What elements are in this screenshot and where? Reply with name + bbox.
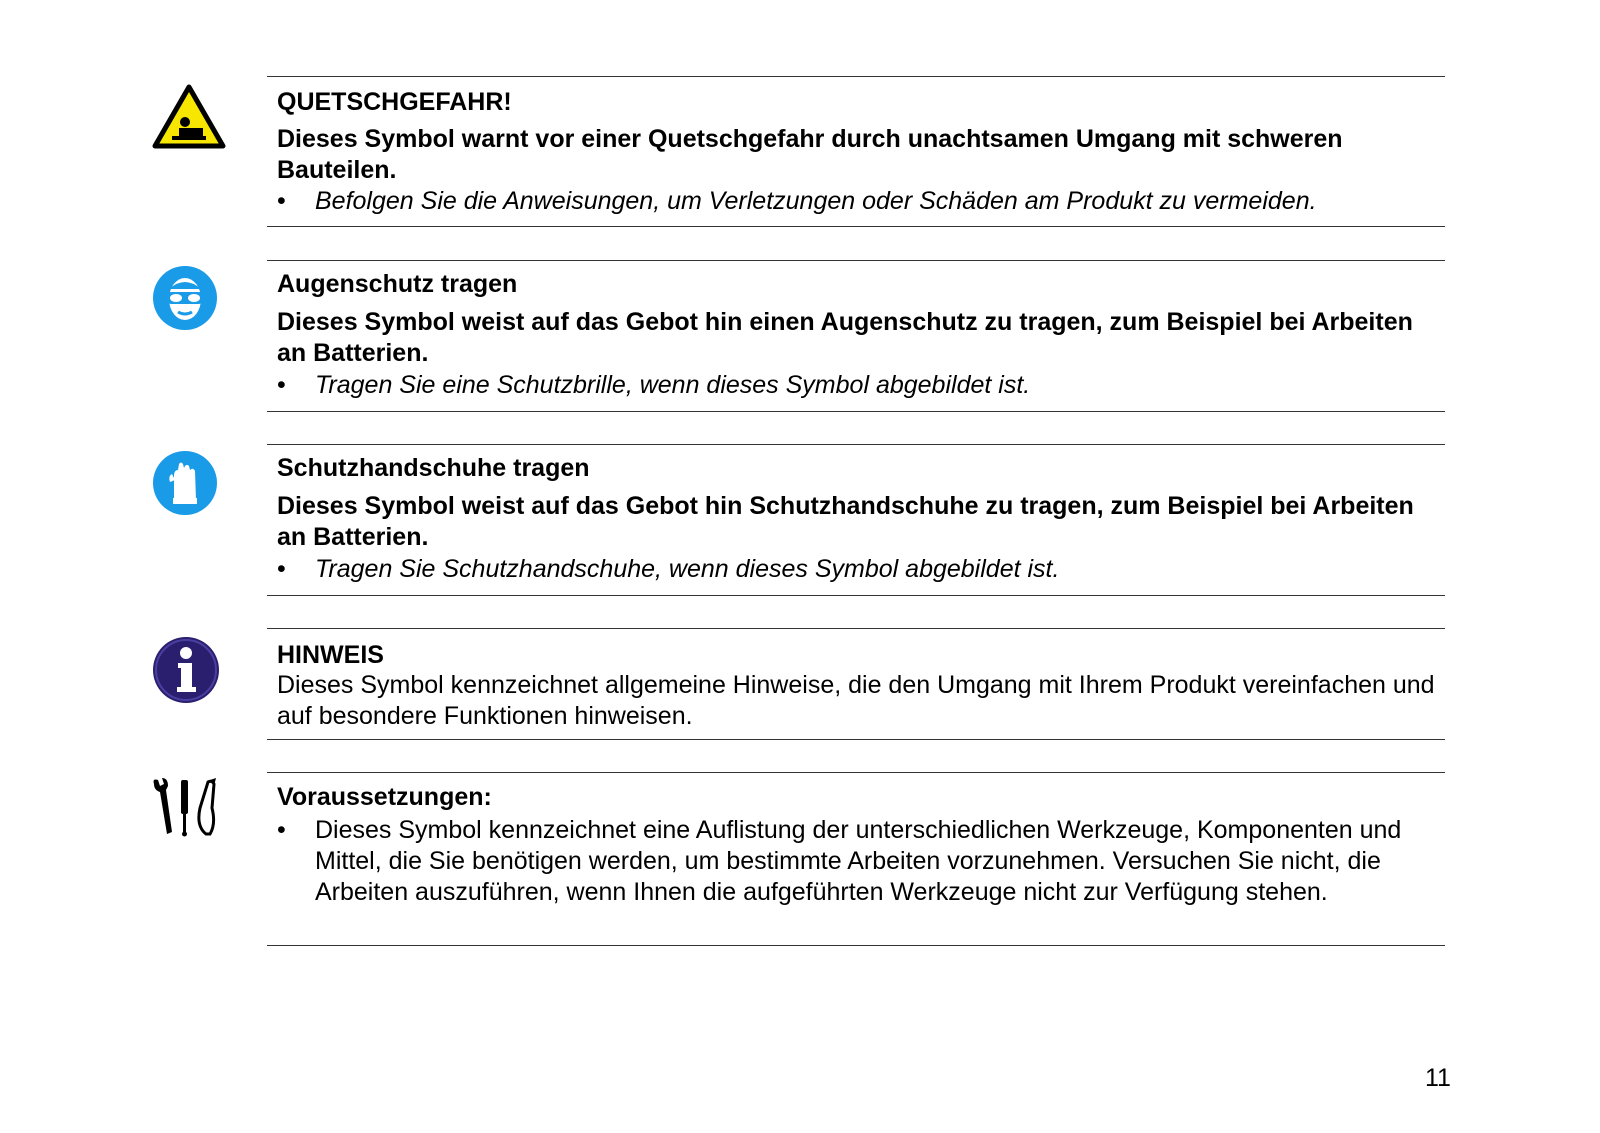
section-title: HINWEIS: [277, 641, 384, 669]
bullet-dot: •: [277, 371, 286, 399]
bullet-text: Befolgen Sie die Anweisungen, um Verletzungen oder Schäden am Produkt zu vermeiden.: [315, 187, 1317, 215]
section-description: Dieses Symbol warnt vor einer Quetschgefahr durch unachtsamen Umgang mit schweren Bauteilen.: [277, 125, 1343, 184]
tools-icon: [150, 778, 226, 838]
protective-gloves-icon: [152, 450, 218, 516]
bullet-item: [277, 370, 1437, 401]
bullet-item: [277, 815, 1437, 908]
bullet-dot: •: [277, 187, 286, 215]
bullet-text: Tragen Sie Schutzhandschuhe, wenn dieses Symbol abgebildet ist.: [315, 555, 1060, 583]
eye-protection-icon: [152, 265, 218, 331]
bullet-dot: •: [277, 816, 286, 844]
bullet-dot: •: [277, 555, 286, 583]
bullet-text: Dieses Symbol kennzeichnet eine Auflistung der unterschiedlichen Werkzeuge, Komponenten und Mittel, die Sie benötigen werden, um bestimmte Arbeiten vorzunehmen. Versuchen Sie nicht, die Arbeiten auszuführen, wenn Ihnen die aufgeführten Werkzeuge nicht zur Verfügung stehen.: [315, 816, 1402, 906]
mandatory-section-eye-protection: [267, 260, 1445, 412]
section-title: Augenschutz tragen: [277, 270, 518, 298]
mandatory-section-protective-gloves: [267, 444, 1445, 596]
section-text: Dieses Symbol kennzeichnet allgemeine Hinweise, die den Umgang mit Ihrem Produkt vereinfachen und auf besondere Funktionen hinweisen.: [277, 671, 1435, 730]
section-description: Dieses Symbol weist auf das Gebot hin Schutzhandschuhe zu tragen, zum Beispiel bei Arbeiten an Batterien.: [277, 492, 1414, 551]
section-title: Voraussetzungen:: [277, 783, 492, 811]
bullet-item: [277, 554, 1437, 585]
section-description: Dieses Symbol weist auf das Gebot hin einen Augenschutz zu tragen, zum Beispiel bei Arbeiten an Batterien.: [277, 308, 1413, 367]
prerequisites-section: [267, 772, 1445, 946]
info-icon: [152, 636, 220, 704]
warning-section-crush-hazard: [267, 76, 1445, 227]
bullet-text: Tragen Sie eine Schutzbrille, wenn dieses Symbol abgebildet ist.: [315, 371, 1031, 399]
section-title: QUETSCHGEFAHR!: [277, 88, 512, 116]
bullet-item: [277, 186, 1437, 217]
section-title: Schutzhandschuhe tragen: [277, 454, 590, 482]
info-section-hinweis: [267, 628, 1445, 740]
page-number: 11: [1425, 1064, 1451, 1092]
crush-hazard-warning-icon: [152, 84, 226, 150]
